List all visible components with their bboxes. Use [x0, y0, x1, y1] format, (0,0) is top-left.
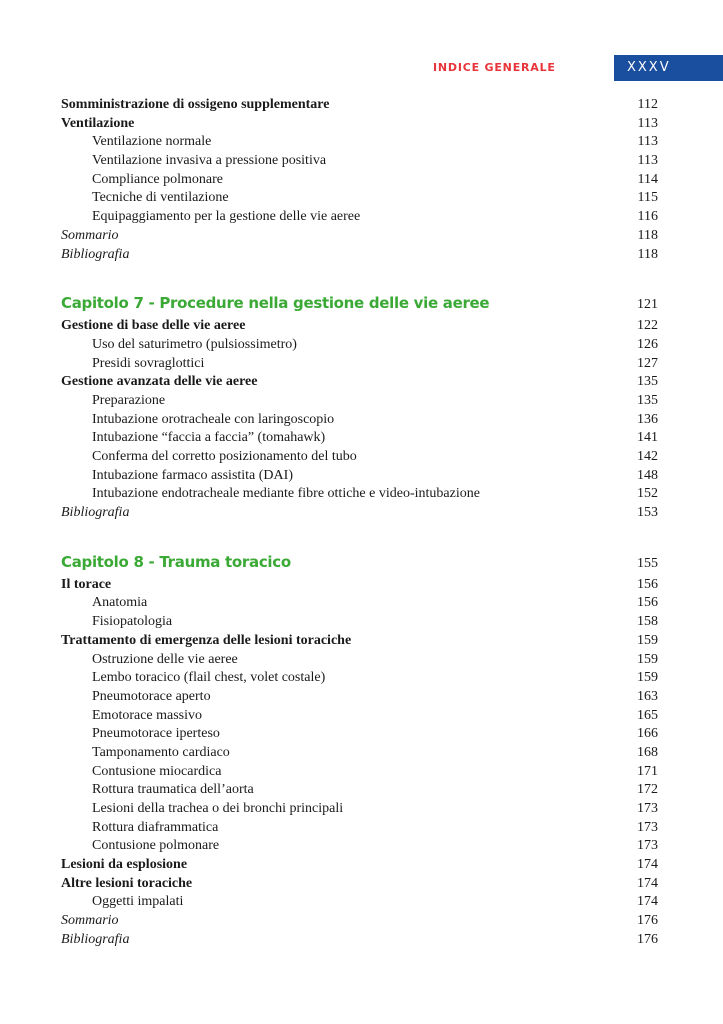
- toc-entry-page-number: 174: [637, 875, 658, 891]
- toc-subsection-entry: [61, 429, 658, 448]
- toc-subsection-entry: [61, 837, 658, 856]
- toc-entry-page-number: 176: [637, 913, 658, 929]
- toc-section-entry: [61, 632, 658, 651]
- toc-subsection-entry: [61, 133, 658, 152]
- toc-entry-title: Il torace: [61, 576, 112, 592]
- toc-entry-title: Contusione polmonare: [92, 838, 220, 854]
- toc-entry-page-number: 126: [637, 336, 658, 352]
- toc-subsection-entry: [61, 448, 658, 467]
- toc-entry-page-number: 159: [637, 632, 658, 648]
- toc-entry-page-number: 113: [637, 115, 658, 131]
- running-header-section: INDICE GENERALE: [433, 61, 556, 74]
- toc-entry-title: Sommario: [61, 913, 119, 929]
- toc-entry-title: Intubazione farmaco assistita (DAI): [92, 467, 293, 483]
- toc-subsection-entry: [61, 336, 658, 355]
- toc-entry-page-number: 165: [637, 707, 658, 723]
- chapter-heading: [61, 550, 658, 574]
- toc-entry-title: Tecniche di ventilazione: [92, 190, 229, 206]
- chapter-title: Capitolo 7 - Procedure nella gestione delle vie aeree: [61, 294, 490, 313]
- toc-entry-title: Lesioni della trachea o dei bronchi principali: [92, 801, 344, 816]
- toc-entry-page-number: 135: [637, 392, 658, 408]
- toc-entry-page-number: 173: [637, 819, 658, 835]
- toc-entry-page-number: 176: [637, 931, 658, 947]
- toc-subsection-entry: [61, 763, 658, 782]
- toc-subsection-entry: [61, 485, 658, 504]
- toc-entry-page-number: 174: [637, 894, 658, 910]
- toc-entry-page-number: 115: [637, 190, 658, 206]
- toc-entry-page-number: 159: [637, 670, 658, 686]
- chapter-page-number: 155: [637, 555, 658, 571]
- toc-entry-title: Tamponamento cardiaco: [92, 744, 230, 760]
- toc-backmatter-entry: [61, 504, 658, 523]
- chapter-page-number: 121: [637, 297, 658, 313]
- toc-subsection-entry: [61, 819, 658, 838]
- toc-entry-title: Gestione di base delle vie aeree: [61, 318, 246, 334]
- toc-subsection-entry: [61, 208, 658, 227]
- toc-subsection-entry: [61, 669, 658, 688]
- toc-subsection-entry: [61, 594, 658, 613]
- toc-subsection-entry: [61, 800, 658, 819]
- toc-entry-title: Presidi sovraglottici: [92, 355, 205, 371]
- toc-entry-title: Lembo toracico (flail chest, volet costale): [92, 670, 326, 686]
- toc-entry-title: Pneumotorace iperteso: [92, 726, 220, 742]
- toc-entry-title: Oggetti impalati: [92, 894, 184, 910]
- toc-section-entry: [61, 373, 658, 392]
- toc-subsection-entry: [61, 781, 658, 800]
- toc-entry-page-number: 113: [637, 134, 658, 150]
- toc-subsection-entry: [61, 651, 658, 670]
- toc-entry-title: Somministrazione di ossigeno supplementare: [61, 97, 330, 112]
- toc-entry-page-number: 156: [637, 595, 658, 611]
- toc-entry-title: Lesioni da esplosione: [61, 857, 188, 873]
- toc-entry-page-number: 112: [637, 97, 658, 112]
- toc-entry-title: Rottura traumatica dell’aorta: [92, 782, 254, 798]
- chapter-heading: [61, 291, 658, 315]
- toc-subsection-entry: [61, 392, 658, 411]
- toc-section-entry: [61, 856, 658, 875]
- table-of-contents: [61, 96, 658, 950]
- toc-entry-title: Ostruzione delle vie aeree: [92, 651, 238, 667]
- toc-entry-title: Gestione avanzata delle vie aeree: [61, 374, 258, 390]
- toc-entry-page-number: 163: [637, 688, 658, 704]
- toc-entry-title: Rottura diaframmatica: [92, 819, 219, 835]
- toc-entry-page-number: 118: [637, 246, 658, 262]
- toc-entry-title: Trattamento di emergenza delle lesioni toraciche: [61, 632, 352, 648]
- toc-entry-page-number: 173: [637, 838, 658, 854]
- toc-section-entry: [61, 875, 658, 894]
- toc-section-entry: [61, 96, 658, 115]
- toc-entry-title: Pneumotorace aperto: [92, 688, 211, 704]
- toc-subsection-entry: [61, 467, 658, 486]
- toc-entry-title: Altre lesioni toraciche: [61, 875, 193, 891]
- toc-subsection-entry: [61, 707, 658, 726]
- toc-entry-title: Uso del saturimetro (pulsiossimetro): [92, 336, 297, 352]
- toc-entry-title: Ventilazione invasiva a pressione positiva: [92, 153, 327, 169]
- toc-entry-page-number: 153: [637, 505, 658, 521]
- toc-entry-page-number: 171: [637, 763, 658, 779]
- toc-backmatter-entry: [61, 227, 658, 246]
- toc-entry-title: Bibliografia: [61, 505, 130, 521]
- toc-subsection-entry: [61, 355, 658, 374]
- toc-subsection-entry: [61, 744, 658, 763]
- toc-entry-page-number: 113: [637, 153, 658, 169]
- toc-entry-title: Contusione miocardica: [92, 763, 222, 779]
- toc-entry-page-number: 166: [637, 726, 658, 742]
- toc-entry-page-number: 159: [637, 651, 658, 667]
- toc-entry-title: Equipaggiamento per la gestione delle vie aeree: [92, 209, 361, 225]
- toc-backmatter-entry: [61, 931, 658, 950]
- toc-entry-title: Conferma del corretto posizionamento del tubo: [92, 449, 357, 464]
- toc-entry-title: Bibliografia: [61, 246, 130, 262]
- toc-entry-page-number: 158: [637, 614, 658, 630]
- toc-entry-page-number: 114: [637, 171, 658, 187]
- chapter-title: Capitolo 8 - Trauma toracico: [61, 552, 291, 571]
- toc-entry-title: Ventilazione: [61, 115, 135, 131]
- toc-entry-title: Anatomia: [92, 595, 148, 611]
- toc-entry-title: Ventilazione normale: [92, 134, 212, 150]
- toc-backmatter-entry: [61, 246, 658, 265]
- toc-section-entry: [61, 115, 658, 134]
- toc-section-entry: [61, 317, 658, 336]
- toc-entry-page-number: 127: [637, 355, 658, 371]
- toc-entry-title: Compliance polmonare: [92, 171, 224, 187]
- toc-entry-page-number: 135: [637, 374, 658, 390]
- toc-entry-title: Intubazione orotracheale con laringoscopio: [92, 411, 335, 427]
- toc-entry-title: Sommario: [61, 227, 119, 243]
- toc-entry-page-number: 142: [637, 449, 658, 464]
- toc-subsection-entry: [61, 171, 658, 190]
- toc-entry-title: Bibliografia: [61, 931, 130, 947]
- toc-subsection-entry: [61, 411, 658, 430]
- toc-entry-page-number: 141: [637, 430, 658, 446]
- toc-entry-page-number: 122: [637, 318, 658, 334]
- toc-entry-title: Intubazione endotracheale mediante fibre ottiche e video-intubazione: [92, 486, 480, 502]
- page-number-tab: XXXV: [614, 55, 723, 81]
- toc-entry-page-number: 118: [637, 227, 658, 243]
- toc-entry-title: Intubazione “faccia a faccia” (tomahawk): [92, 430, 326, 446]
- toc-subsection-entry: [61, 152, 658, 171]
- toc-entry-page-number: 173: [637, 801, 658, 816]
- toc-entry-page-number: 172: [637, 782, 658, 798]
- toc-entry-page-number: 136: [637, 411, 658, 427]
- toc-entry-page-number: 168: [637, 744, 658, 760]
- toc-entry-page-number: 156: [637, 576, 658, 592]
- toc-backmatter-entry: [61, 912, 658, 931]
- toc-entry-title: Preparazione: [92, 392, 166, 408]
- toc-entry-title: Fisiopatologia: [92, 614, 173, 630]
- toc-subsection-entry: [61, 893, 658, 912]
- toc-entry-title: Emotorace massivo: [92, 707, 203, 723]
- toc-subsection-entry: [61, 688, 658, 707]
- toc-subsection-entry: [61, 189, 658, 208]
- toc-entry-page-number: 174: [637, 857, 658, 873]
- toc-entry-page-number: 116: [637, 209, 658, 225]
- toc-subsection-entry: [61, 613, 658, 632]
- toc-section-entry: [61, 576, 658, 595]
- toc-entry-page-number: 152: [637, 486, 658, 502]
- toc-entry-page-number: 148: [637, 467, 658, 483]
- toc-subsection-entry: [61, 725, 658, 744]
